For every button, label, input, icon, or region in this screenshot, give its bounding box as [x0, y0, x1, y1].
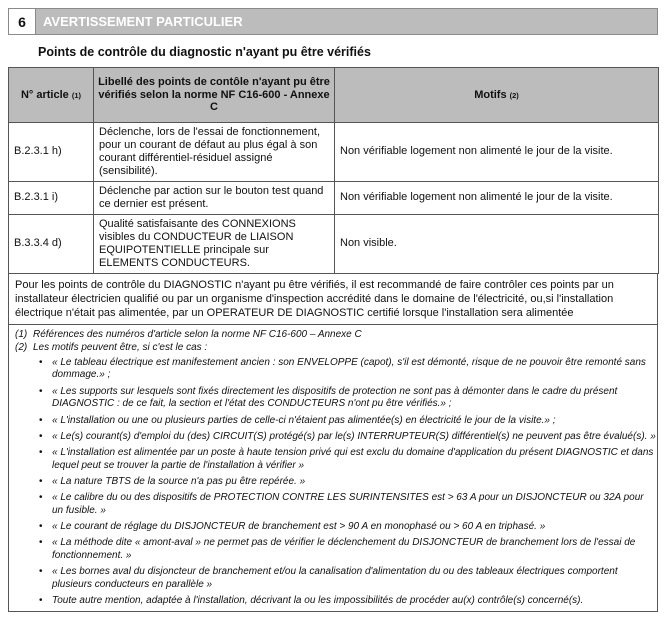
- list-item: [39, 566, 657, 591]
- motif-text: « Le(s) courant(s) d'emploi du (des) CIRCUIT(S) protégé(s) par le(s) INTERRUPTEUR(S) différentiel(s) ne peuvent pas être évalué(s). »: [52, 430, 656, 442]
- table-row: [9, 214, 659, 273]
- motif-text: « La nature TBTS de la source n'a pas pu être repérée. »: [52, 475, 306, 487]
- section-number: 6: [9, 9, 36, 34]
- row-article: B.2.3.1 h): [9, 123, 94, 182]
- section-title: AVERTISSEMENT PARTICULIER: [43, 14, 243, 29]
- header-article: [9, 68, 94, 123]
- row-motif: Non vérifiable logement non alimenté le jour de la visite.: [335, 181, 659, 214]
- notes-box: [8, 274, 658, 613]
- row-motif: Non visible.: [335, 214, 659, 273]
- row-article: B.3.3.4 d): [9, 214, 94, 273]
- header-motifs: [335, 68, 659, 123]
- motif-text: « Le tableau électrique est manifestement ancien : son ENVELOPPE (capot), s'il est démonté, risque de ne pouvoir être remonté sans dommage.» ;: [52, 356, 646, 381]
- header-motifs-note: (2): [509, 90, 519, 100]
- motif-text: « Les bornes aval du disjoncteur de branchement et/ou la canalisation d'alimentation du ou des tableaux électriques comportent plusieurs conducteurs en parallèle »: [52, 566, 618, 590]
- recommendation-text: Pour les points de contrôle du DIAGNOSTIC n'ayant pu être vérifiés, il est recommandé de faire contrôler ces points par un installateur électricien qualifié ou par un organisme d'inspection accrédité dans le domaine de l'électricité, ou,si l'installation électrique n'était pas alimentée, par un OPERATEUR DE DIAGNOSTIC certifié lorsque l'installation sera alimentée: [9, 274, 657, 325]
- header-article-note: (1): [71, 90, 82, 100]
- row-motif: Non vérifiable logement non alimenté le jour de la visite.: [335, 123, 659, 182]
- motif-text: « Le calibre du ou des dispositifs de PROTECTION CONTRE LES SURINTENSITES est > 63 A pour un DISJONCTEUR ou 32A pour un fusible. »: [52, 492, 644, 516]
- bullet-icon: •: [39, 566, 43, 578]
- table-row: [9, 123, 659, 182]
- bullet-icon: •: [39, 447, 43, 459]
- row-libelle: Déclenche par action sur le bouton test quand ce dernier est présent.: [94, 181, 335, 214]
- list-item: [39, 594, 657, 608]
- note-1-text: Références des numéros d'article selon la norme NF C16-600 – Annexe C: [33, 328, 362, 340]
- table-header-row: [9, 68, 659, 123]
- list-item: [39, 430, 657, 444]
- bullet-icon: •: [39, 537, 43, 549]
- list-item: [39, 385, 657, 411]
- bullet-icon: •: [39, 492, 43, 504]
- subtitle: Points de contrôle du diagnostic n'ayant pu être vérifiés: [38, 45, 371, 59]
- bullet-icon: •: [39, 475, 43, 487]
- bullet-icon: •: [39, 430, 43, 442]
- row-article: B.2.3.1 i): [9, 181, 94, 214]
- motifs-list: [9, 357, 657, 607]
- note-2: [15, 341, 651, 354]
- list-item: [39, 537, 657, 562]
- bullet-icon: •: [39, 385, 43, 397]
- motif-text: « L'installation est alimentée par un poste à haute tension privé qui est exclu du domaine d'application du présent DIAGNOSTIC et dans lequel peut se trouver la partie de l'installation à vérifier »: [52, 447, 654, 471]
- list-item: [39, 356, 657, 382]
- section-header: [8, 8, 658, 35]
- note-2-text: Les motifs peuvent être, si c'est le cas :: [33, 341, 208, 353]
- motif-text: Toute autre mention, adaptée à l'installation, décrivant la ou les impossibilités de procéder au(x) contrôle(s) concerné(s).: [52, 594, 584, 606]
- list-item: [39, 414, 657, 428]
- header-motifs-label: Motifs: [474, 88, 507, 101]
- bullet-icon: •: [39, 356, 43, 368]
- motif-text: « La méthode dite « amont-aval » ne permet pas de vérifier le déclenchement du DISJONCTEUR de branchement lors de l'essai de fonctionnement. »: [52, 537, 636, 561]
- document-page: [8, 8, 658, 612]
- list-item: [39, 521, 657, 534]
- header-libelle: Libellé des points de contôle n'ayant pu être vérifiés selon la norme NF C16-600 - Annexe C: [94, 68, 335, 123]
- note-1-number: (1): [15, 328, 28, 340]
- motif-text: « L'installation ou une ou plusieurs parties de celle-ci n'étaient pas alimentée(s) en électricité le jour de la visite.» ;: [52, 414, 556, 426]
- list-item: [39, 475, 657, 489]
- bullet-icon: •: [39, 594, 43, 606]
- bullet-icon: •: [39, 521, 43, 532]
- row-libelle: Qualité satisfaisante des CONNEXIONS visibles du CONDUCTEUR de LIAISON EQUIPOTENTIELLE principale sur ELEMENTS CONDUCTEURS.: [94, 214, 335, 273]
- note-1: [15, 328, 651, 341]
- motif-text: « Le courant de réglage du DISJONCTEUR de branchement est > 90 A en monophasé ou > 60 A en triphasé. »: [52, 521, 546, 532]
- motif-text: « Les supports sur lesquels sont fixés directement les dispositifs de protection ne sont pas à démonter dans le cadre du présent DIAGNOSTIC : de ce fait, la section et l'état des CONDUCTEURS n'ont pu être vérifiés.» ;: [52, 385, 618, 410]
- header-article-label: N° article: [20, 88, 69, 101]
- unverified-points-table: [8, 67, 659, 274]
- table-row: [9, 181, 659, 214]
- bullet-icon: •: [39, 414, 43, 426]
- notes-section: [9, 325, 657, 356]
- list-item: [39, 492, 657, 517]
- list-item: [39, 447, 657, 472]
- row-libelle: Déclenche, lors de l'essai de fonctionnement, pour un courant de défaut au plus égal à son courant différentiel-résiduel assigné (sensibilité).: [94, 123, 335, 182]
- note-2-number: (2): [15, 341, 28, 353]
